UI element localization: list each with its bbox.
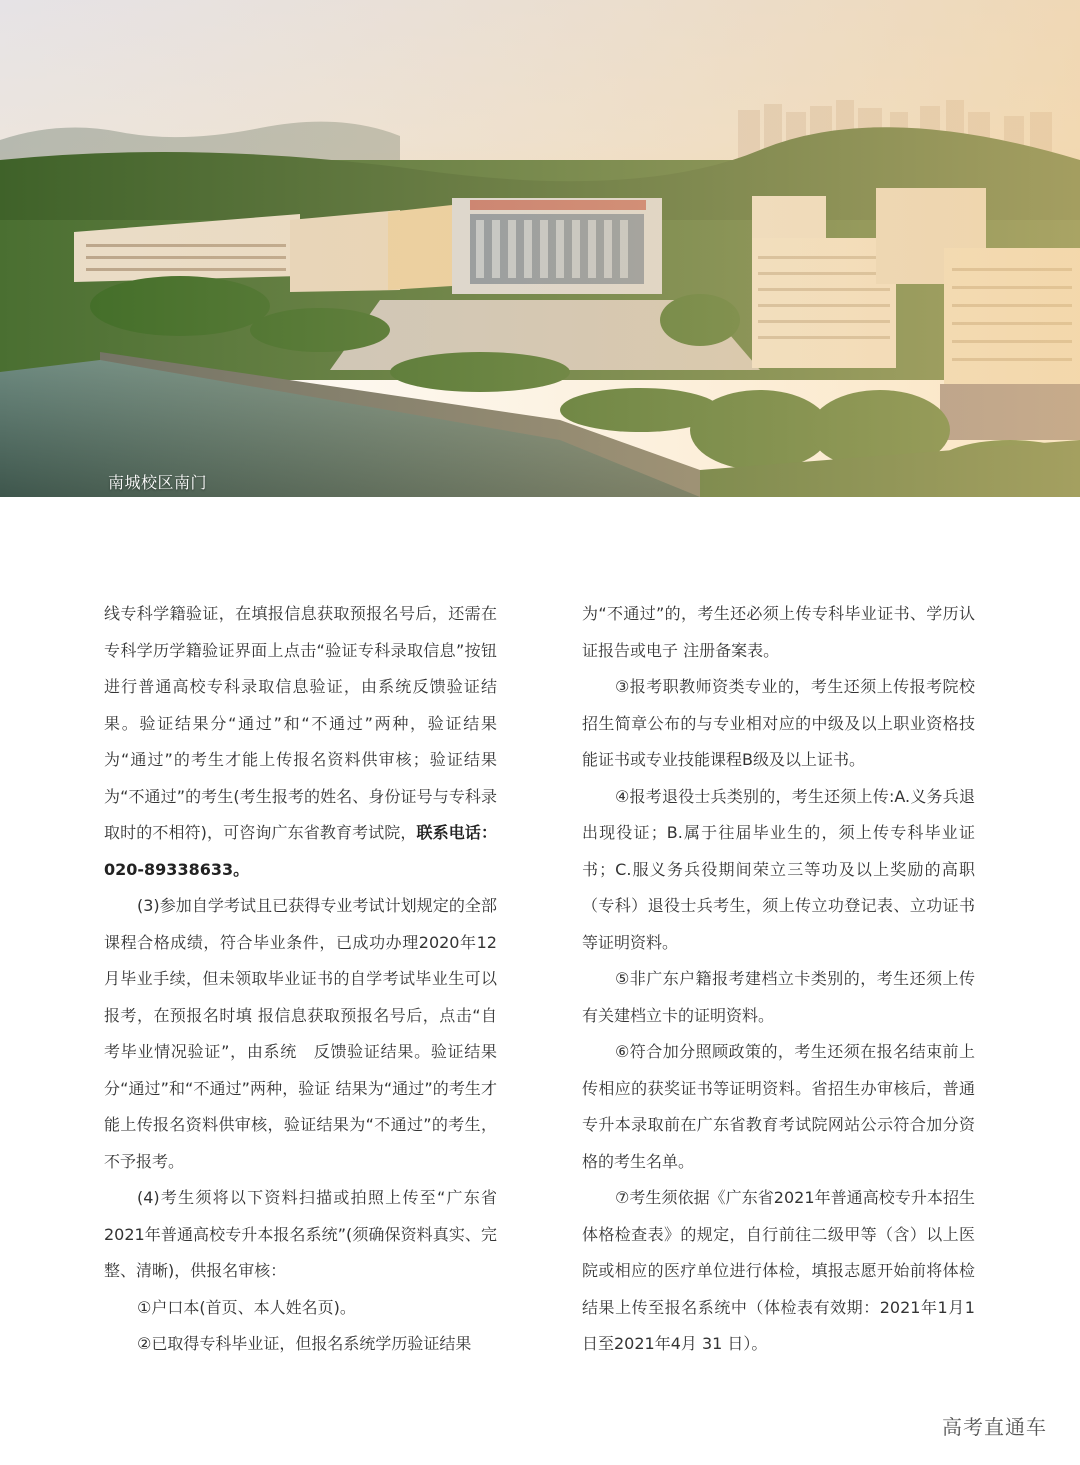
list-item: ⑤非广东户籍报考建档立卡类别的，考生还须上传有关建档立卡的证明资料。 [582, 969, 975, 1025]
right-text-column [582, 596, 975, 1363]
left-text-column [104, 596, 497, 1363]
list-item: ⑥符合加分照顾政策的，考生还须在报名结束前上传相应的获奖证书等证明资料。省招生办审核后，普通专升本录取前在广东省教育考试院网站公示符合加分资格的考生名单。 [582, 1042, 975, 1171]
campus-illustration [0, 0, 1080, 497]
list-item: ③报考职教师资类专业的，考生还须上传报考院校招生简章公布的与专业相对应的中级及以上职业资格技能证书或专业技能课程B级及以上证书。 [582, 677, 975, 769]
paragraph: (3)参加自学考试且已获得专业考试计划规定的全部课程合格成绩，符合毕业条件，已成功办理2020年12月毕业手续，但未领取毕业证书的自学考试毕业生可以报考，在预报名时填 报信息获取预报名号后，点击“自考毕业情况验证”，由系统 反馈验证结果。验证结果分“通过”和“不通过”两种，验证 结果为“通过”的考生才能上传报名资料供审核，验证结果为“不通过”的考生，不予报考。 [104, 896, 497, 1171]
paragraph [104, 596, 497, 888]
list-item: ①户口本(首页、本人姓名页)。 [137, 1297, 356, 1317]
photo-caption: 南城校区南门 [108, 473, 208, 492]
list-item: ⑦考生须依据《广东省2021年普通高校专升本招生体格检查表》的规定，自行前往二级甲等（含）以上医院或相应的医疗单位进行体检，填报志愿开始前将体检结果上传至报名系统中（体检表有效期：2021年1月1日至2021年4月 31 日）。 [582, 1188, 975, 1353]
list-item: ②已取得专科毕业证，但报名系统学历验证结果 [137, 1334, 472, 1353]
paragraph: 为“不通过”的，考生还必须上传专科毕业证书、学历认证报告或电子 注册备案表。 [582, 604, 975, 660]
paragraph: (4)考生须将以下资料扫描或拍照上传至“广东省2021年普通高校专升本报名系统”(须确保资料真实、完整、清晰)，供报名审核： [104, 1188, 497, 1280]
paragraph-text: 线专科学籍验证，在填报信息获取预报名号后，还需在专科学历学籍验证界面上点击“验证专科录取信息”按钮进行普通高校专科录取信息验证，由系统反馈验证结果。验证结果分“通过”和“不通过”两种，验证结果为“通过”的考生才能上传报名资料供审核；验证结果为“不通过”的考生(考生报考的姓名、身份证号与专科录取时的不相符)，可咨询广东省教育考试院， [104, 604, 497, 842]
contact-phone: 联系电话：020-89338633。 [104, 823, 497, 879]
footer-brand: 高考直通车 [942, 1415, 1047, 1439]
list-item: ④报考退役士兵类别的，考生还须上传:A.义务兵退出现役证；B.属于往届毕业生的，须上传专科毕业证书；C.服义务兵役期间荣立三等功及以上奖励的高职（专科）退役士兵考生，须上传立功登记表、立功证书等证明资料。 [582, 786, 975, 952]
campus-aerial-photo [0, 0, 1080, 497]
